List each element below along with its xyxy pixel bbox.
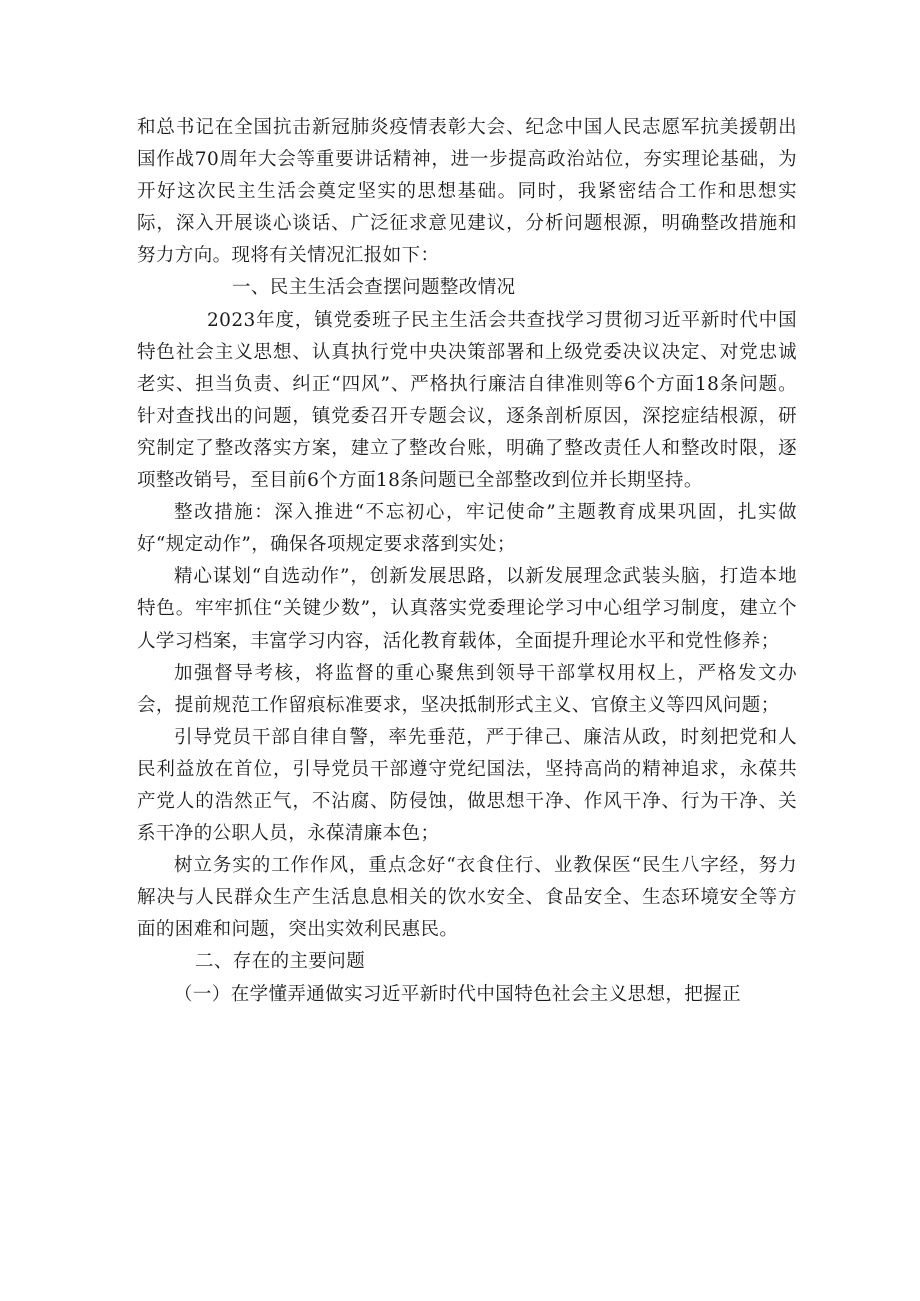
document-body [137, 112, 797, 1011]
intro-paragraph: 和总书记在全国抗击新冠肺炎疫情表彰大会、纪念中国人民志愿军抗美援朝出国作战70周年大会等重要讲话精神，进一步提高政治站位，夯实理论基础，为开好这次民主生活会奠定坚实的思想基础。同时，我紧密结合工作和思想实际，深入开展谈心谈话、广泛征求意见建议，分析问题根源，明确整改措施和努力方向。现将有关情况汇报如下： [137, 117, 797, 267]
body-paragraph-supervision: 加强督导考核，将监督的重心聚焦到领导干部掌权用权上，严格发文办会，提前规范工作留痕标准要求，坚决抵制形式主义、官僚主义等四风问题； [137, 662, 797, 716]
body-paragraph-work-style: 树立务实的工作作风，重点念好“衣食住行、业教保医“民生八字经，努力解决与人民群众生产生活息息相关的饮水安全、食品安全、生态环境安全等方面的困难和问题，突出实效利民惠民。 [137, 855, 797, 941]
section-heading-2: 二、存在的主要问题 [195, 951, 366, 973]
body-paragraph-problem-1: （一）在学懂弄通做实习近平新时代中国特色社会主义思想，把握正 [174, 983, 742, 1005]
body-paragraph-measures: 整改措施：深入推进“不忘初心，牢记使命”主题教育成果巩固，扎实做好“规定动作”，确保各项规定要求落到实处； [137, 502, 797, 556]
body-paragraph-self-selected: 精心谋划“自选动作”，创新发展思路，以新发展理念武装头脑，打造本地特色。牢牢抓住“关键少数”，认真落实党委理论学习中心组学习制度，建立个人学习档案，丰富学习内容，活化教育载体，全面提升理论水平和党性修养； [137, 566, 797, 652]
section-heading-1: 一、民主生活会查摆问题整改情况 [232, 277, 516, 299]
body-paragraph-discipline: 引导党员干部自律自警，率先垂范，严于律己、廉洁从政，时刻把党和人民利益放在首位，引导党员干部遵守党纪国法，坚持高尚的精神追求，永葆共产党人的浩然正气，不沾腐、防侵蚀，做思想干净、作风干净、行为干净、关系干净的公职人员，永葆清廉本色； [137, 726, 797, 845]
body-paragraph-summary: 2023年度，镇党委班子民主生活会共查找学习贯彻习近平新时代中国特色社会主义思想、认真执行党中央决策部署和上级党委决议决定、对党忠诚老实、担当负责、纠正“四风”、严格执行廉洁自律准则等6个方面18条问题。针对查找出的问题，镇党委召开专题会议，逐条剖析原因，深挖症结根源，研究制定了整改落实方案，建立了整改台账，明确了整改责任人和整改时限，逐项整改销号，至目前6个方面18条问题已全部整改到位并长期坚持。 [137, 309, 797, 492]
